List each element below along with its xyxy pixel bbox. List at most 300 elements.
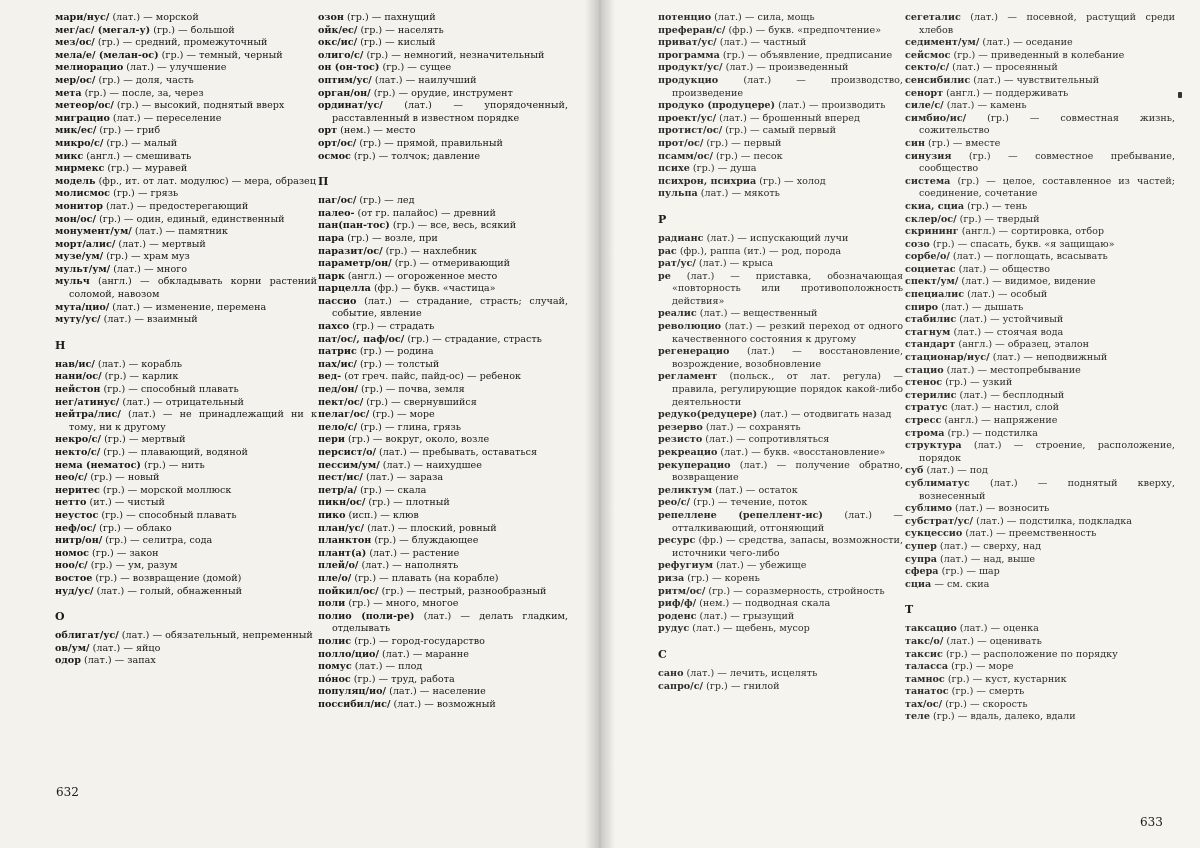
entry-headword: мелиорацио [55, 62, 124, 74]
dictionary-entry [55, 409, 317, 434]
entry-headword: психе [658, 163, 690, 175]
entry-headword: секто/с/ [905, 62, 950, 74]
dictionary-entry [55, 485, 317, 498]
dictionary-entry [55, 201, 317, 214]
entry-headword: потенцио [658, 12, 712, 23]
entry-definition: (гр.) — шар [938, 566, 1000, 578]
dictionary-entry [658, 586, 903, 599]
entry-headword: пара [318, 232, 345, 244]
dictionary-entry [55, 12, 317, 25]
dictionary-entry [318, 535, 568, 548]
left-column-2 [318, 12, 568, 711]
dictionary-entry [905, 377, 1175, 390]
dictionary-entry [658, 188, 903, 201]
entry-headword: микро/с/ [55, 137, 104, 149]
entry-headword: мер/ос/ [55, 74, 96, 86]
entry-definition: (гр.) — вокруг, около, возле [344, 434, 490, 446]
entry-definition: (гр.) — песок [713, 150, 783, 162]
entry-headword: сублимо [905, 503, 952, 515]
dictionary-entry [318, 25, 568, 38]
entry-definition: (лат.) — поглощать, всасывать [949, 251, 1108, 263]
entry-headword: сенсибилис [905, 74, 971, 86]
entry-definition: (лат.) — особый [964, 289, 1048, 301]
entry-headword: проект/ус/ [658, 112, 717, 124]
entry-definition: (лат.) — мертвый [115, 238, 206, 250]
entry-headword: прот/ос/ [658, 137, 704, 149]
dictionary-entry [55, 138, 317, 151]
entry-headword: вед- [318, 371, 342, 383]
entry-headword: рекуперацио [658, 459, 731, 471]
entry-definition: (лат.) — оценивать [943, 635, 1042, 647]
entry-headword: стационар/иус/ [905, 352, 990, 364]
dictionary-entry [905, 465, 1175, 478]
entry-headword: пле/о/ [318, 572, 352, 584]
entry-definition: (лат.) — преемственность [962, 528, 1097, 540]
entry-definition: (лат.) — производить [775, 100, 886, 112]
dictionary-entry [658, 497, 903, 510]
entry-definition: (лат.) — сила, мощь [711, 12, 815, 23]
entry-headword: реалис [658, 308, 697, 320]
entry-headword: патрис [318, 346, 357, 358]
dictionary-entry [658, 510, 903, 535]
dictionary-entry [905, 554, 1175, 567]
entry-definition: (лат.) — приставка, обозначающая «повторность или противоположность действия» [670, 270, 903, 307]
dictionary-entry [318, 138, 568, 151]
dictionary-entry [658, 233, 903, 246]
entry-headword: субстрат/ус/ [905, 515, 974, 527]
entry-definition: (гр.) — грязь [110, 188, 179, 200]
dictionary-entry [658, 151, 903, 164]
entry-headword: муту/ус/ [55, 314, 101, 326]
dictionary-entry [318, 472, 568, 485]
entry-definition: (гр.) — труд, работа [350, 673, 455, 685]
entry-headword: риф/ф/ [658, 598, 697, 610]
entry-headword: ойк/ес/ [318, 24, 358, 36]
entry-headword: пат/ос/, паф/ос/ [318, 333, 405, 345]
entry-headword: спект/ум/ [905, 276, 959, 288]
dictionary-entry [658, 246, 903, 259]
dictionary-entry [55, 188, 317, 201]
dictionary-entry [318, 523, 568, 536]
entry-definition: (гр.) — гнилой [703, 680, 780, 692]
entry-definition: (гр.) — все, весь, всякий [389, 220, 517, 232]
dictionary-entry [658, 308, 903, 321]
dictionary-entry [905, 226, 1175, 239]
dictionary-entry [55, 176, 317, 189]
entry-definition: (гр.) — глина, грязь [357, 421, 461, 433]
dictionary-entry [318, 271, 568, 284]
dictionary-entry [658, 100, 903, 113]
entry-definition: (гр.) — нахлебник [382, 245, 477, 257]
dictionary-entry [905, 674, 1175, 687]
entry-headword: тамнос [905, 673, 945, 685]
dictionary-entry [318, 258, 568, 271]
entry-headword: паразит/ос/ [318, 245, 383, 257]
entry-definition: (нем.) — место [337, 125, 416, 137]
entry-headword: неустос [55, 509, 99, 521]
dictionary-entry [55, 586, 317, 599]
entry-definition: (гр.) — карлик [101, 371, 179, 383]
entry-headword: популяц/ио/ [318, 686, 387, 698]
entry-headword: олиго/с/ [318, 49, 364, 61]
dictionary-entry [55, 302, 317, 315]
entry-headword: одор [55, 655, 81, 667]
dictionary-entry [658, 623, 903, 636]
entry-headword: нани/ос/ [55, 371, 102, 383]
entry-definition: (гр.) — совместная жизнь, сожительство [919, 112, 1175, 137]
entry-headword: специалис [905, 289, 965, 301]
dictionary-entry [905, 623, 1175, 636]
dictionary-entry [318, 497, 568, 510]
entry-definition: (фр., ит. от лат. модулюс) — мера, образец [95, 175, 316, 187]
dictionary-entry [318, 233, 568, 246]
dictionary-entry [905, 339, 1175, 352]
dictionary-entry [658, 560, 903, 573]
entry-definition: (лат.) — получение обратно, возвращение [672, 459, 903, 484]
dictionary-entry [905, 440, 1175, 465]
entry-definition: (гр.) — способный плавать [98, 509, 237, 521]
dictionary-entry [55, 276, 317, 301]
entry-headword: суб [905, 465, 924, 477]
dictionary-entry [905, 516, 1175, 529]
entry-headword: сорбе/о/ [905, 251, 950, 263]
entry-headword: персист/о/ [318, 447, 376, 458]
entry-headword: пан(пан-тос) [318, 220, 390, 232]
entry-headword: рео/с/ [658, 497, 691, 509]
dictionary-entry [318, 359, 568, 372]
entry-definition: (лат.) — под [923, 465, 988, 477]
dictionary-entry [658, 485, 903, 498]
entry-headword: мульч [55, 276, 90, 288]
entry-headword: парк [318, 270, 345, 282]
entry-headword: резисто [658, 434, 703, 446]
entry-headword: стерилис [905, 389, 957, 401]
dictionary-entry [55, 214, 317, 227]
entry-definition: (гр.) — темный, черный [158, 49, 283, 61]
entry-definition: (лат.) — брошенный вперед [716, 112, 860, 124]
entry-definition: (гр.) — кислый [357, 37, 436, 49]
entry-definition: (лат.) — наилучший [371, 74, 477, 86]
entry-headword: сегеталис [905, 12, 961, 23]
entry-headword: нейтра/лис/ [55, 409, 121, 421]
entry-headword: резерво [658, 421, 703, 433]
entry-headword: мута/цио/ [55, 301, 110, 313]
entry-headword: синузия [905, 150, 952, 162]
entry-headword: осмос [318, 150, 351, 162]
entry-definition: (лат.) — произведенный [722, 62, 849, 74]
entry-definition: (лат.) — морской [109, 12, 199, 23]
dictionary-entry [905, 138, 1175, 151]
dictionary-entry [905, 314, 1175, 327]
entry-definition: (исп.) — клюв [345, 509, 419, 521]
entry-headword: мез/ос/ [55, 37, 95, 49]
dictionary-entry [55, 384, 317, 397]
dictionary-entry [905, 302, 1175, 315]
entry-definition: (лат.) — возможный [390, 698, 496, 710]
entry-definition: (лат.) — букв. «восстановление» [717, 447, 886, 458]
dictionary-entry [905, 12, 1175, 37]
entry-headword: пед/он/ [318, 384, 358, 396]
entry-definition: (лат.) — голый, обнаженный [93, 585, 242, 597]
dictionary-entry [318, 246, 568, 259]
entry-definition: (лат.) — сопротивляться [702, 434, 830, 446]
dictionary-entry [318, 510, 568, 523]
entry-definition: (лат.) — стоячая вода [950, 326, 1064, 338]
entry-headword: мон/ос/ [55, 213, 97, 225]
entry-headword: нег/атинус/ [55, 396, 120, 408]
entry-definition: (лат.) — сохранять [702, 421, 801, 433]
entry-headword: парцелла [318, 283, 371, 295]
entry-definition: (лат.) — запах [80, 655, 156, 667]
entry-headword: сапро/с/ [658, 680, 704, 692]
dictionary-entry [318, 649, 568, 662]
dictionary-entry [658, 611, 903, 624]
dictionary-entry [658, 668, 903, 681]
entry-headword: стресс [905, 415, 942, 426]
dictionary-entry [318, 699, 568, 712]
dictionary-entry [318, 485, 568, 498]
dictionary-entry [318, 447, 568, 460]
entry-headword: скиа, сциа [905, 200, 965, 212]
entry-headword: нуд/ус/ [55, 585, 94, 597]
entry-headword: сенорт [905, 87, 944, 99]
entry-headword: теле [905, 711, 930, 723]
entry-headword: приват/ус/ [658, 37, 717, 49]
entry-definition: (лат.) — плод [351, 661, 423, 673]
dictionary-entry [55, 314, 317, 327]
entry-headword: петр/а/ [318, 484, 358, 496]
dictionary-entry [658, 409, 903, 422]
entry-headword: ре [658, 270, 671, 282]
entry-definition: (ит.) — чистый [86, 497, 165, 509]
dictionary-entry [658, 573, 903, 586]
entry-headword: монумент/ум/ [55, 226, 132, 238]
entry-definition: (лат.) — предостерегающий [102, 200, 249, 212]
entry-definition: (гр.) — доля, часть [95, 74, 194, 86]
entry-headword: мег/ас/ (мегал-у) [55, 24, 151, 36]
entry-headword: нео/с/ [55, 472, 88, 484]
entry-headword: сфера [905, 566, 939, 578]
section-letter: Н [55, 338, 66, 352]
entry-definition: (лат.) — камень [943, 100, 1027, 112]
entry-headword: оптим/ус/ [318, 74, 372, 86]
entry-definition: (лат.) — взаимный [100, 314, 198, 326]
entry-definition: (лат.) — просеянный [949, 62, 1058, 74]
entry-definition: (лат.) — пребывать, оставаться [375, 447, 538, 458]
dictionary-entry [658, 681, 903, 694]
dictionary-entry [905, 528, 1175, 541]
entry-definition: (лат.) — возносить [952, 503, 1050, 515]
entry-headword: озон [318, 12, 344, 23]
dictionary-entry [658, 460, 903, 485]
dictionary-entry [318, 50, 568, 63]
entry-definition: (лат.) — подстилка, подкладка [973, 515, 1133, 527]
dictionary-entry [905, 352, 1175, 365]
entry-headword: пульпа [658, 188, 698, 200]
dictionary-entry [318, 296, 568, 321]
entry-definition: (лат.) — крыса [695, 258, 774, 270]
entry-headword: модель [55, 175, 96, 187]
dictionary-entry [318, 397, 568, 410]
entry-headword: рефугиум [658, 560, 714, 572]
entry-definition: (лат.) — видимое, видение [958, 276, 1096, 288]
dictionary-entry [55, 573, 317, 586]
entry-definition: (лат.) — страдание, страсть; случай, событие, явление [332, 295, 568, 320]
entry-headword: пери [318, 434, 345, 446]
dictionary-entry [658, 62, 903, 75]
dictionary-entry [318, 12, 568, 25]
entry-definition: (гр.) — плавать (на корабле) [351, 572, 499, 584]
entry-definition: (гр.) — закон [89, 547, 159, 559]
dictionary-entry [318, 384, 568, 397]
entry-definition: (лат.) — мякоть [697, 188, 780, 200]
entry-headword: миграцио [55, 112, 110, 124]
entry-definition: (гр.) — много, многое [345, 598, 459, 610]
entry-definition: (гр.) — храм муз [103, 251, 190, 263]
dictionary-entry [55, 548, 317, 561]
entry-headword: молисмос [55, 188, 111, 200]
entry-definition: (гр.) — отмеривающий [391, 258, 511, 270]
entry-definition: (гр.) — самый первый [722, 125, 836, 137]
entry-headword: он (он-тос) [318, 62, 380, 74]
entry-definition: (лат.) — яйцо [89, 642, 161, 654]
dictionary-entry [55, 264, 317, 277]
entry-definition: (гр.) — расположение по порядку [942, 648, 1118, 660]
entry-headword: монитор [55, 200, 103, 212]
entry-definition: (гр.) — вдаль, далеко, вдали [929, 711, 1076, 723]
entry-headword: супра [905, 553, 937, 565]
entry-headword: репеллене (репеллент-ис) [658, 509, 823, 521]
entry-definition: (гр.) — скала [357, 484, 427, 496]
right-column-2 [905, 12, 1175, 724]
dictionary-entry [318, 88, 568, 101]
entry-definition: (от греч. пайс, пайд-ос) — ребенок [341, 371, 522, 383]
entry-headword: супер [905, 540, 937, 552]
dictionary-entry [318, 37, 568, 50]
dictionary-entry [658, 598, 903, 611]
dictionary-entry [55, 497, 317, 510]
entry-headword: орган/он/ [318, 87, 371, 99]
entry-headword: пессим/ум/ [318, 459, 380, 471]
entry-headword: сано [658, 667, 684, 679]
dictionary-entry [658, 75, 903, 100]
dictionary-entry [55, 643, 317, 656]
section-letter: Т [905, 603, 914, 617]
dictionary-entry [318, 371, 568, 384]
section-letter: О [55, 610, 65, 624]
entry-headword: ресурс [658, 535, 696, 547]
entry-headword: продукцио [658, 74, 719, 86]
entry-headword: нейстон [55, 384, 101, 396]
entry-definition: (лат.) — устойчивый [956, 314, 1064, 326]
entry-headword: такс/о/ [905, 635, 944, 647]
entry-headword: рат/ус/ [658, 258, 696, 270]
entry-headword: паг/ос/ [318, 195, 357, 207]
dictionary-entry [658, 371, 903, 409]
dictionary-entry [318, 409, 568, 422]
section-letter: С [658, 647, 667, 661]
entry-headword: седимент/ум/ [905, 37, 980, 49]
entry-headword: пах/ис/ [318, 358, 357, 370]
dictionary-entry [318, 611, 568, 636]
dictionary-entry [658, 321, 903, 346]
entry-definition: (гр.) — один, единый, единственный [96, 213, 285, 225]
entry-definition: (гр.) — совместное пребывание, сообщество [919, 150, 1175, 175]
dictionary-entry [658, 176, 903, 189]
entry-definition: (гр.) — страдать [349, 321, 435, 333]
dictionary-entry [318, 661, 568, 674]
entry-definition: (лат.) — чувствительный [970, 74, 1100, 86]
dictionary-entry [55, 37, 317, 50]
dictionary-entry [905, 176, 1175, 201]
dictionary-entry [905, 636, 1175, 649]
entry-headword: пахсо [318, 321, 350, 333]
entry-definition: (гр.) — облако [96, 522, 172, 534]
entry-headword: пассио [318, 295, 357, 307]
entry-headword: некро/с/ [55, 434, 102, 446]
entry-definition: (гр.) — свернувшийся [363, 396, 477, 408]
dictionary-entry [55, 510, 317, 523]
entry-headword: скрининг [905, 226, 959, 238]
entry-headword: преферан/с/ [658, 24, 726, 36]
dictionary-entry [55, 251, 317, 264]
entry-definition: (гр.) — лед [356, 195, 415, 207]
dictionary-entry [658, 163, 903, 176]
entry-definition: (гр.) — толчок; давление [350, 150, 481, 162]
entry-definition: (англ.) — смешивать [83, 150, 192, 162]
entry-definition: (гр.) — малый [103, 137, 178, 149]
dictionary-entry [905, 415, 1175, 428]
entry-headword: ритм/ос/ [658, 585, 706, 597]
entry-definition: (лат.) — поднятый кверху, вознесенный [919, 477, 1175, 502]
dictionary-entry [658, 138, 903, 151]
entry-headword: параметр/он/ [318, 258, 392, 270]
entry-definition: (гр.) — селитра, сода [102, 535, 213, 547]
entry-headword: стабилис [905, 314, 957, 326]
entry-definition: (лат.) — лечить, исцелять [683, 667, 818, 679]
entry-headword: плей/о/ [318, 560, 359, 572]
dictionary-entry [905, 711, 1175, 724]
entry-definition: (лат.) — корабль [94, 358, 183, 370]
entry-definition: (лат.) — посевной, растущий среди хлебов [919, 12, 1175, 36]
entry-headword: склер/ос/ [905, 213, 957, 225]
dictionary-entry [905, 239, 1175, 252]
entry-definition: (гр.) — толстый [356, 358, 440, 370]
entry-definition: (гр.) — куст, кустарник [944, 673, 1067, 685]
entry-headword: мета [55, 87, 82, 99]
entry-headword: редуко(редуцере) [658, 409, 758, 421]
dictionary-entry [905, 50, 1175, 63]
entry-headword: палео- [318, 207, 355, 219]
dictionary-entry [55, 25, 317, 38]
entry-headword: социетас [905, 263, 956, 275]
dictionary-entry [318, 636, 568, 649]
dictionary-entry [318, 346, 568, 359]
entry-definition: (гр.) — плотный [365, 497, 450, 509]
dictionary-entry [905, 264, 1175, 277]
dictionary-entry [55, 397, 317, 410]
entry-definition: (лат.) — наполнять [358, 560, 459, 572]
dictionary-entry [658, 535, 903, 560]
entry-definition: (фр.), раппа (ит.) — род, порода [676, 245, 842, 257]
entry-definition: (лат.) — переселение [109, 112, 222, 124]
entry-definition: (лат.) — наихудшее [379, 459, 482, 471]
entry-definition: (гр.) — блуждающее [371, 535, 479, 547]
entry-definition: (гр.) — после, за, через [81, 87, 204, 99]
entry-definition: (лат.) — вещественный [696, 308, 818, 320]
entry-headword: пóнос [318, 673, 351, 685]
entry-headword: микс [55, 150, 84, 162]
